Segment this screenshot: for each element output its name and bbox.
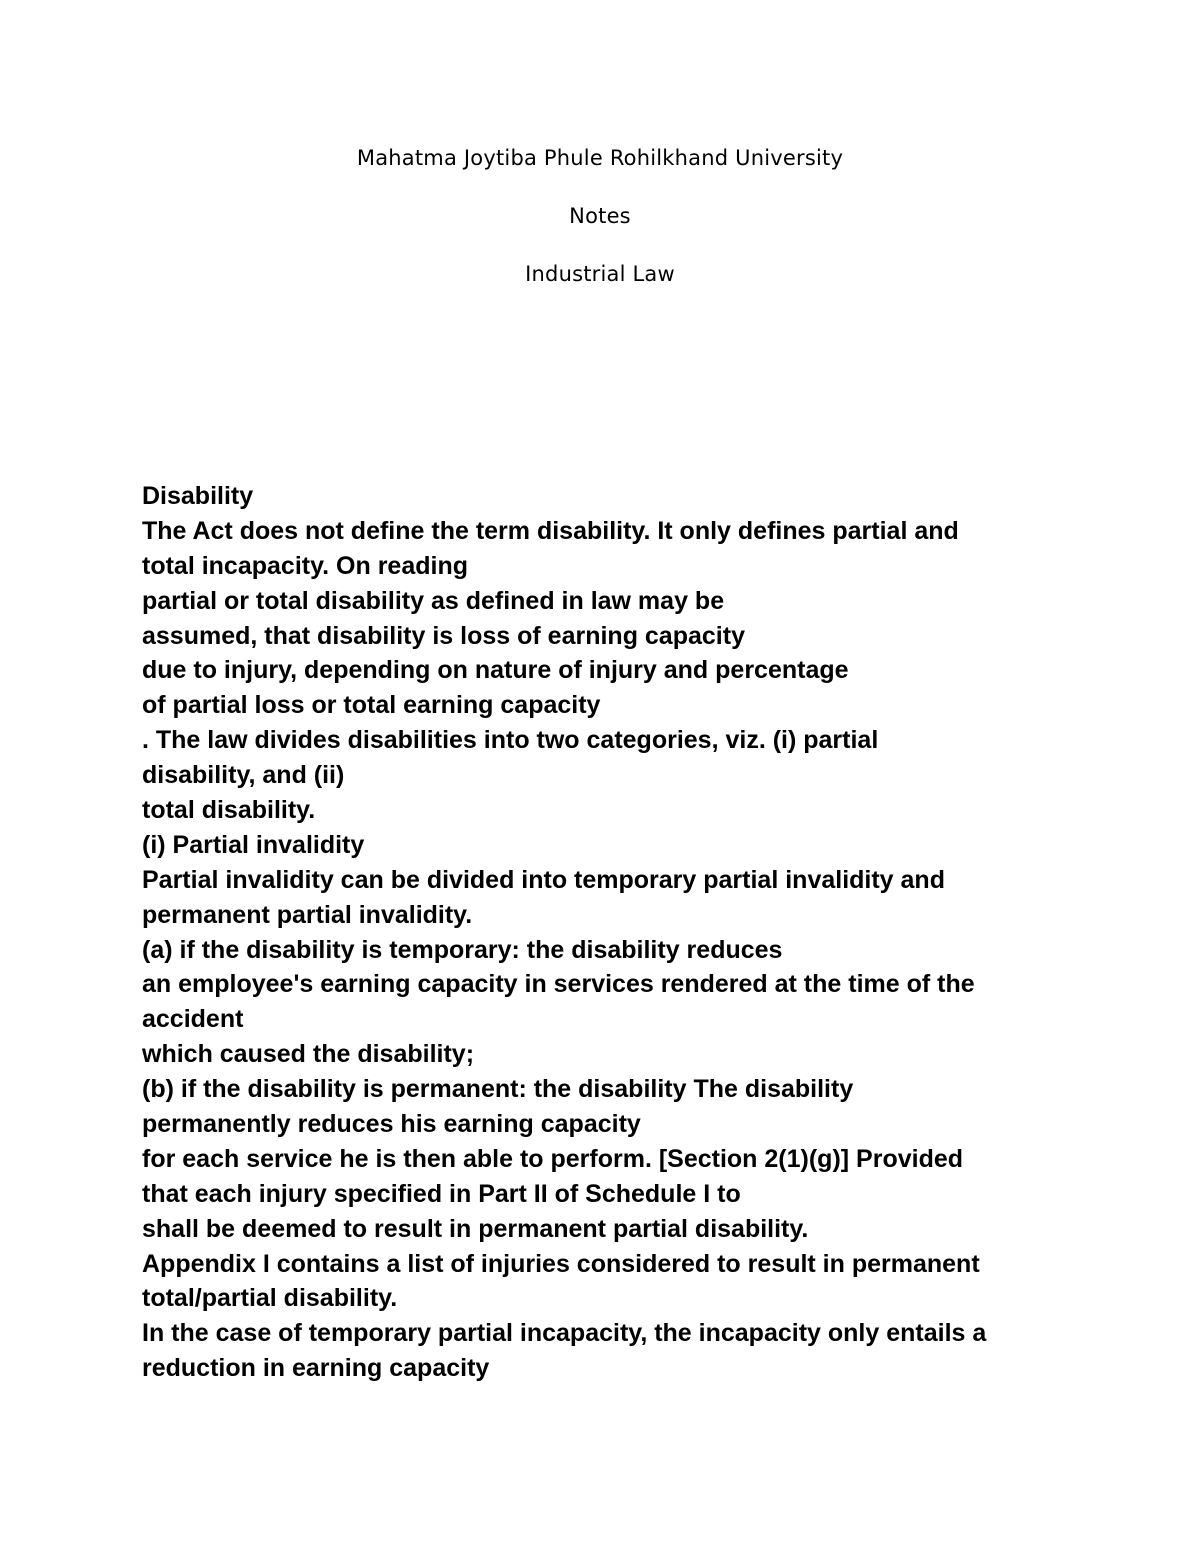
body-line: (b) if the disability is permanent: the disability The disability — [142, 1075, 854, 1104]
body-line: disability, and (ii) — [142, 761, 345, 790]
subject-title: Industrial Law — [525, 262, 675, 286]
body-line: which caused the disability; — [142, 1040, 475, 1069]
body-line: accident — [142, 1005, 244, 1034]
body-line: . The law divides disabilities into two categories, viz. (i) partial — [142, 726, 879, 755]
body-line: total incapacity. On reading — [142, 551, 468, 580]
body-line: of partial loss or total earning capacity — [142, 691, 601, 720]
university-name: Mahatma Joytiba Phule Rohilkhand University — [356, 146, 844, 170]
body-line: reduction in earning capacity — [142, 1354, 490, 1383]
body-line: total/partial disability. — [142, 1284, 398, 1313]
body-line: permanently reduces his earning capacity — [142, 1110, 641, 1139]
body-line: permanent partial invalidity. — [142, 900, 473, 929]
body-text — [142, 479, 1182, 1386]
section-heading-disability: Disability — [142, 482, 254, 510]
body-line: (a) if the disability is temporary: the disability reduces — [142, 935, 783, 964]
body-line: Appendix I contains a list of injuries considered to result in permanent — [142, 1249, 980, 1278]
body-line: an employee's earning capacity in services rendered at the time of the — [142, 970, 975, 999]
body-line: partial or total disability as defined in law may be — [142, 586, 725, 615]
body-line: due to injury, depending on nature of injury and percentage — [142, 656, 849, 685]
section-heading-partial-invalidity: (i) Partial invalidity — [142, 830, 365, 859]
body-line: assumed, that disability is loss of earning capacity — [142, 621, 745, 650]
body-line: In the case of temporary partial incapacity, the incapacity only entails a — [142, 1319, 987, 1348]
body-line: Partial invalidity can be divided into temporary partial invalidity and — [142, 865, 945, 894]
body-line: total disability. — [142, 796, 316, 825]
body-line: for each service he is then able to perform. [Section 2(1)(g)] Provided — [142, 1144, 964, 1173]
document-type: Notes — [569, 204, 631, 228]
body-line: The Act does not define the term disability. It only defines partial and — [142, 516, 959, 545]
body-line: shall be deemed to result in permanent partial disability. — [142, 1214, 809, 1243]
body-line: that each injury specified in Part II of Schedule I to — [142, 1179, 741, 1208]
